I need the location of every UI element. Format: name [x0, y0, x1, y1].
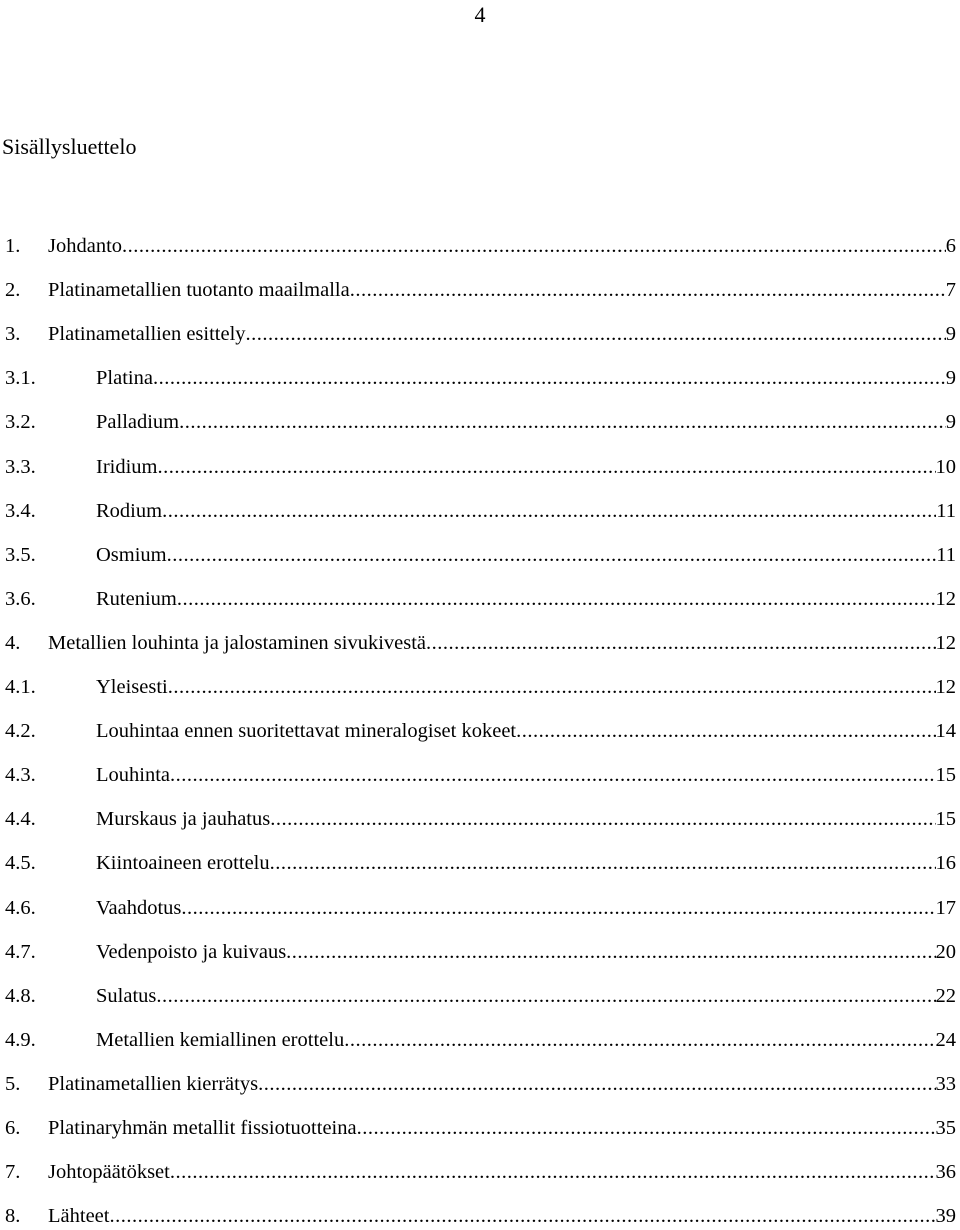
- toc-dot-leader: [286, 938, 935, 966]
- toc-entry-body: [96, 364, 956, 392]
- toc-entry-number: 4.3.: [5, 764, 36, 787]
- toc-entry-page: 22: [935, 984, 956, 1007]
- toc-dot-leader: [357, 1114, 936, 1142]
- toc-entry-body: [48, 1158, 956, 1186]
- toc-dot-leader: [350, 276, 946, 304]
- toc-entry[interactable]: [0, 1026, 956, 1054]
- toc-dot-leader: [258, 1070, 935, 1098]
- toc-entry-body: [48, 232, 956, 260]
- toc-entry-number: 7.: [5, 1161, 21, 1184]
- toc-entry-page: 14: [935, 720, 956, 743]
- toc-dot-leader: [167, 541, 937, 569]
- toc-entry[interactable]: [0, 849, 956, 877]
- toc-entry[interactable]: [0, 761, 956, 789]
- toc-entry-number: 3.1.: [5, 367, 36, 390]
- toc-entry-title: Johtopäätökset: [48, 1161, 170, 1184]
- toc-entry-body: [96, 453, 956, 481]
- toc-entry-page: 12: [935, 587, 956, 610]
- toc-entry-page: 24: [935, 1028, 956, 1051]
- toc-entry-title: Palladium: [96, 411, 180, 434]
- toc-entry-body: [96, 408, 956, 436]
- toc-dot-leader: [170, 761, 935, 789]
- toc-entry-title: Lähteet: [48, 1205, 110, 1228]
- toc-entry-title: Murskaus ja jauhatus: [96, 808, 271, 831]
- toc-entry-title: Kiintoaineen erottelu: [96, 852, 270, 875]
- toc-entry-body: [48, 1114, 956, 1142]
- toc-title: Sisällysluettelo: [2, 134, 137, 159]
- toc-entry-page: 10: [935, 455, 956, 478]
- toc-dot-leader: [177, 585, 936, 613]
- toc-entry-number: 3.5.: [5, 543, 36, 566]
- toc-dot-leader: [158, 453, 936, 481]
- toc-entry-number: 2.: [5, 279, 21, 302]
- toc-dot-leader: [344, 1026, 935, 1054]
- toc-entry-title: Metallien louhinta ja jalostaminen sivukivestä: [48, 631, 427, 654]
- toc-entry-number: 4.1.: [5, 676, 36, 698]
- toc-entry-page: 12: [935, 676, 956, 698]
- toc-entry-body: [96, 1026, 956, 1054]
- toc-entry-page: 20: [935, 940, 956, 963]
- toc-entry-body: [96, 673, 956, 701]
- toc-entry-page: 35: [935, 1117, 956, 1139]
- page-number: 4: [474, 2, 486, 27]
- toc-entry-number: 4.9.: [5, 1028, 36, 1051]
- toc-entry[interactable]: [0, 673, 956, 701]
- toc-entry-number: 4.4.: [5, 808, 36, 831]
- toc-entry-title: Yleisesti: [96, 676, 168, 698]
- toc-entry-page: 11: [936, 543, 956, 566]
- toc-entry-body: [96, 585, 956, 613]
- toc-dot-leader: [181, 894, 935, 922]
- toc-entry-title: Platina: [96, 367, 153, 390]
- toc-dot-leader: [122, 232, 946, 260]
- toc-entry-body: [48, 320, 956, 348]
- toc-dot-leader: [153, 364, 946, 392]
- toc-dot-leader: [162, 497, 936, 525]
- toc-entry-page: 17: [935, 896, 956, 919]
- toc-dot-leader: [170, 1158, 936, 1186]
- toc-entry[interactable]: [0, 364, 956, 392]
- toc-entry-title: Sulatus: [96, 984, 157, 1007]
- toc-entry-page: 11: [936, 499, 956, 522]
- toc-entry-number: 4.8.: [5, 984, 36, 1007]
- toc-dot-leader: [270, 805, 935, 833]
- toc-entry-number: 3.6.: [5, 587, 36, 610]
- toc-entry[interactable]: [0, 1202, 956, 1230]
- toc-dot-leader: [109, 1202, 935, 1230]
- toc-dot-leader: [156, 982, 935, 1010]
- toc-entry-number: 4.2.: [5, 720, 36, 743]
- toc-entry-title: Platinametallien esittely: [48, 323, 246, 346]
- toc-entry[interactable]: [0, 232, 956, 260]
- toc-entry-number: 3.4.: [5, 499, 36, 522]
- toc-entry[interactable]: [0, 717, 956, 745]
- toc-entry[interactable]: [0, 320, 956, 348]
- toc-entry-page: 16: [935, 852, 956, 875]
- toc-entry-number: 4.6.: [5, 896, 36, 919]
- toc-entry[interactable]: [0, 982, 956, 1010]
- toc-entry-page: 39: [935, 1205, 956, 1228]
- toc-entry-number: 3.3.: [5, 455, 36, 478]
- toc-entry-number: 4.7.: [5, 940, 36, 963]
- toc-entry[interactable]: [0, 276, 956, 304]
- toc-entry[interactable]: [0, 541, 956, 569]
- toc-entry-number: 3.2.: [5, 411, 36, 434]
- toc-entry-body: [48, 1202, 956, 1230]
- toc-entry-page: 9: [945, 411, 956, 434]
- toc-dot-leader: [246, 320, 946, 348]
- toc-entry-page: 15: [935, 808, 956, 831]
- toc-dot-leader: [426, 629, 935, 657]
- toc-dot-leader: [168, 673, 936, 701]
- toc-entry-body: [96, 894, 956, 922]
- toc-entry-title: Rodium: [96, 499, 163, 522]
- toc-entry[interactable]: [0, 629, 956, 657]
- toc-entry-number: 1.: [5, 235, 21, 257]
- toc-entry-body: [96, 717, 956, 745]
- toc-entry-page: 7: [945, 279, 956, 302]
- toc-dot-leader: [179, 408, 946, 436]
- toc-entry[interactable]: [0, 585, 956, 613]
- toc-entry-body: [48, 276, 956, 304]
- toc-entry-title: Louhintaa ennen suoritettavat mineralogiset kokeet: [96, 720, 517, 743]
- toc-entry[interactable]: [0, 453, 956, 481]
- toc-entry-title: Osmium: [96, 543, 167, 566]
- toc-entry-number: 5.: [5, 1072, 21, 1095]
- toc-entry-body: [48, 1070, 956, 1098]
- toc-entry-body: [96, 938, 956, 966]
- toc-entry[interactable]: [0, 1114, 956, 1142]
- toc-entry-title: Iridium: [96, 455, 158, 478]
- toc-entry-page: 12: [935, 631, 956, 654]
- toc-entry-body: [96, 761, 956, 789]
- toc-entry-page: 36: [935, 1161, 956, 1184]
- toc-entry-number: 4.: [5, 631, 21, 654]
- toc-entry-number: 3.: [5, 323, 21, 346]
- toc-entry-page: 33: [935, 1072, 956, 1095]
- toc-entry-number: 8.: [5, 1205, 21, 1228]
- toc-entry-body: [96, 497, 956, 525]
- toc-entry[interactable]: [0, 805, 956, 833]
- toc-entry[interactable]: [0, 894, 956, 922]
- toc-entry-title: Platinametallien tuotanto maailmalla: [48, 279, 350, 302]
- toc-entry[interactable]: [0, 497, 956, 525]
- toc-entry-body: [96, 805, 956, 833]
- toc-entry[interactable]: [0, 408, 956, 436]
- toc-entry-body: [96, 849, 956, 877]
- toc-entry-body: [96, 541, 956, 569]
- toc-entry-title: Rutenium: [96, 587, 177, 610]
- toc-entry-title: Platinaryhmän metallit fissiotuotteina: [48, 1117, 357, 1139]
- toc-dot-leader: [270, 849, 936, 877]
- toc-entry-page: 6: [945, 235, 956, 257]
- toc-entry[interactable]: [0, 938, 956, 966]
- toc-entry-body: [96, 982, 956, 1010]
- toc-entry-body: [48, 629, 956, 657]
- toc-entry[interactable]: [0, 1158, 956, 1186]
- toc-entry-number: 4.5.: [5, 852, 36, 875]
- toc-entry-page: 15: [935, 764, 956, 787]
- toc-entry-title: Platinametallien kierrätys: [48, 1072, 259, 1095]
- toc-entry-number: 6.: [5, 1117, 21, 1139]
- toc-entry-title: Vaahdotus: [96, 896, 182, 919]
- toc-dot-leader: [516, 717, 935, 745]
- toc-entry-page: 9: [945, 323, 956, 346]
- toc-entry-page: 9: [945, 367, 956, 390]
- toc-entry-title: Louhinta: [96, 764, 171, 787]
- toc-entry-title: Metallien kemiallinen erottelu: [96, 1028, 345, 1051]
- toc-entry[interactable]: [0, 1070, 956, 1098]
- toc-entry-title: Vedenpoisto ja kuivaus: [96, 940, 287, 963]
- toc-entry-title: Johdanto: [48, 235, 123, 257]
